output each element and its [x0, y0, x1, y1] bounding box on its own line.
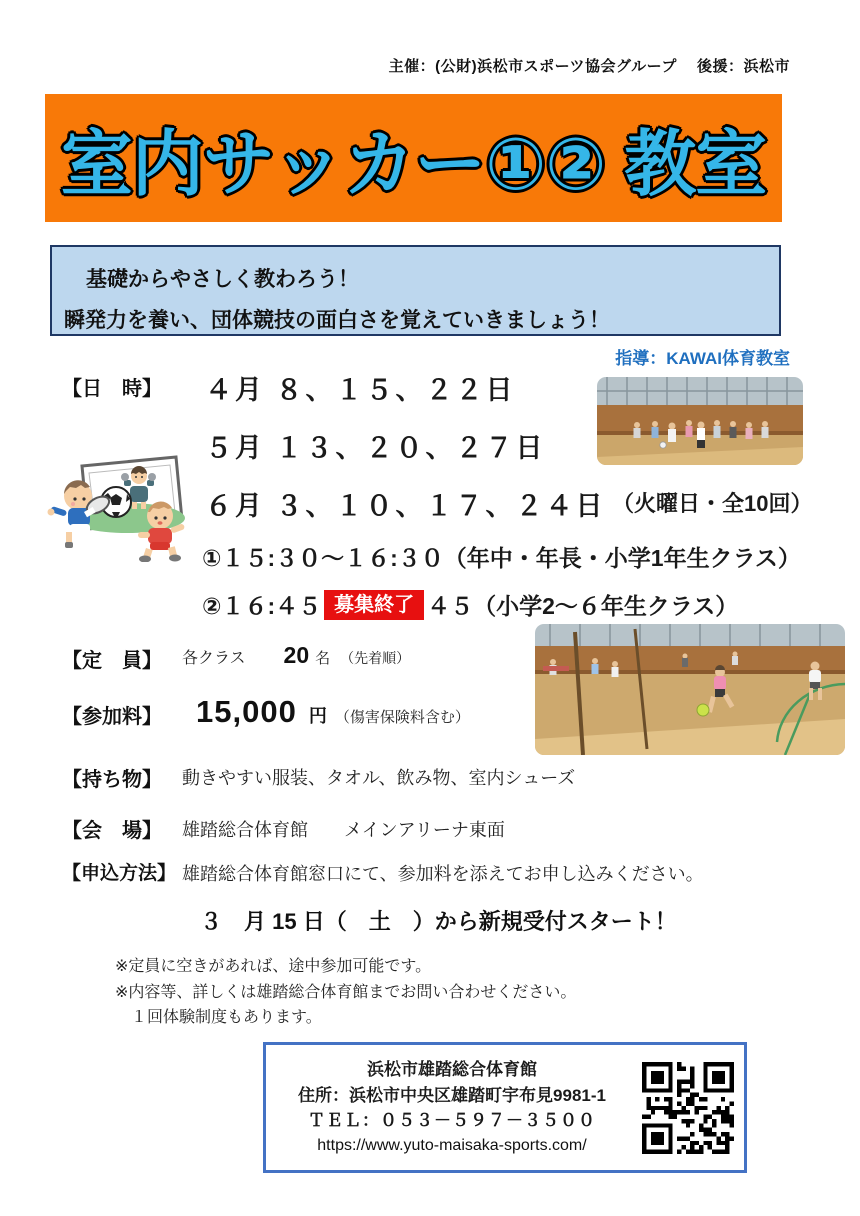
organizer-credit: 主催：(公財)浜松市スポーツ協会グループ 後援：浜松市 [388, 58, 790, 75]
instructor-credit: 指導：KAWAI体育教室 [615, 349, 790, 368]
section-label-belongings: 【持ち物】 [62, 769, 162, 791]
schedule-frequency: （火曜日・全10回） [612, 491, 813, 516]
capacity-unit: 名 [315, 650, 331, 667]
contact-facility-name: 浜松市雄踏総合体育館 [367, 1060, 537, 1080]
capacity-note: （先着順） [340, 650, 411, 666]
gym-photo-2 [535, 624, 845, 755]
fee-value [196, 694, 470, 730]
schedule-date-june: ６月 ３、１０、１７、２４日 [205, 491, 606, 521]
contact-text [266, 1057, 632, 1158]
intro-box [50, 245, 781, 336]
note-item: ※内容等、詳しくは雄踏総合体育館までお問い合わせください。 [115, 983, 577, 1001]
schedule-date-may: ５月 １３、２０、２７日 [205, 433, 546, 463]
fee-unit: 円 [308, 706, 327, 726]
class2-time-before: ②１６:４５ [202, 593, 322, 619]
intro-line-1: 基礎からやさしく教わろう！ [86, 268, 359, 291]
capacity-value [182, 642, 410, 669]
section-label-fee: 【参加料】 [62, 706, 162, 728]
section-label-application: 【申込方法】 [62, 863, 177, 884]
contact-box [263, 1042, 747, 1173]
belongings-value: 動きやすい服装、タオル、飲み物、室内シューズ [182, 768, 576, 788]
contact-tel: ＴＥＬ：０５３－５９７－３５００ [308, 1111, 596, 1131]
class1-time: ①１５:３０～１６:３０（年中・年長・小学1年生クラス） [202, 545, 801, 571]
page-title: 室内サッカー①② 教室 [60, 125, 767, 205]
qr-code [640, 1062, 736, 1154]
recruitment-closed-badge: 募集終了 [324, 590, 424, 620]
section-label-venue: 【会 場】 [62, 820, 162, 842]
kids-soccer-illustration [42, 444, 192, 562]
contact-address: 住所：浜松市中央区雄踏町宇布見9981-1 [298, 1085, 606, 1105]
class2-time-after: ４５（小学2～６年生クラス） [427, 593, 739, 619]
section-label-capacity: 【定 員】 [62, 650, 162, 672]
gym-photo-1 [597, 377, 803, 465]
fee-note: （傷害保険料含む） [334, 709, 470, 726]
intro-line-2: 瞬発力を養い、団体競技の面白さを覚えていきましょう！ [64, 308, 610, 332]
section-label-datetime: 【日 時】 [62, 378, 162, 400]
notes [115, 954, 576, 1031]
note-item: ※定員に空きがあれば、途中参加可能です。 [115, 958, 432, 975]
venue-value: 雄踏総合体育館 メインアリーナ東面 [182, 820, 505, 840]
fee-amount: 15,000 [196, 694, 297, 729]
application-value: 雄踏総合体育館窓口にて、参加料を添えてお申し込みください。 [182, 864, 704, 884]
capacity-prefix: 各クラス [182, 650, 246, 667]
note-item: １回体験制度もあります。 [131, 1009, 322, 1027]
class2-time [202, 588, 738, 621]
registration-start-announcement: ３ 月 15 日（ 土 ）から新規受付スタート！ [200, 909, 677, 934]
schedule-date-april: ４月 ８、１５、２２日 [205, 375, 516, 405]
contact-url: https://www.yuto-maisaka-sports.com/ [317, 1136, 587, 1154]
capacity-number: 20 [283, 642, 310, 668]
title-banner [45, 94, 782, 222]
